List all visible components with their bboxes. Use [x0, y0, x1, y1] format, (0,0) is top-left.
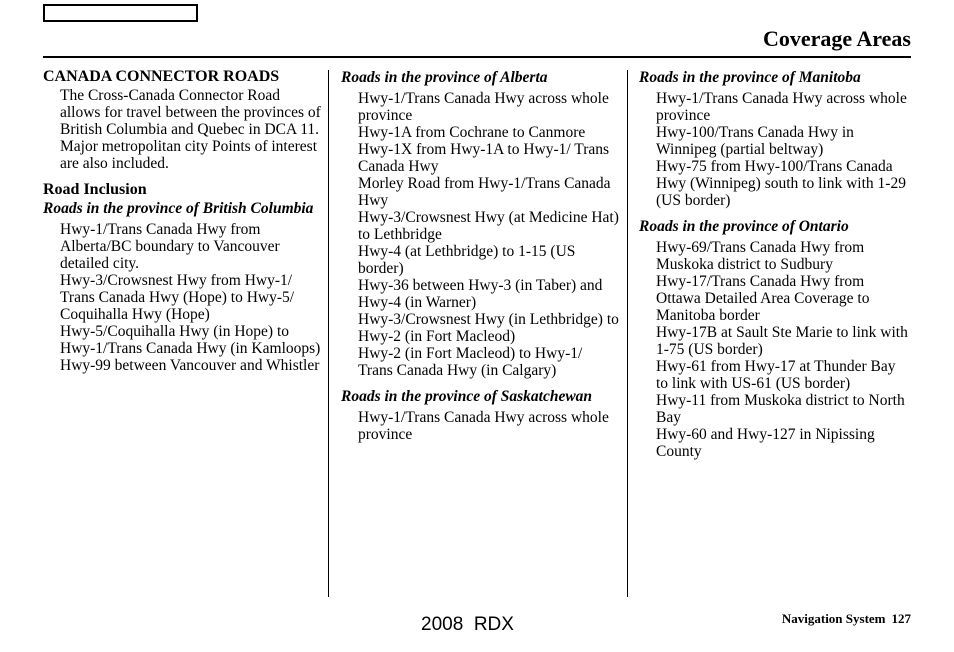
- ontario-list: [639, 239, 909, 460]
- manitoba-list: [639, 90, 909, 209]
- list-item: Hwy-99 between Vancouver and Whistler: [60, 357, 320, 374]
- list-item: Hwy-60 and Hwy-127 in Nipissing County: [656, 426, 875, 460]
- alberta-subheading: Roads in the province of Alberta: [341, 69, 548, 86]
- section-title: CANADA CONNECTOR ROADS: [43, 68, 280, 85]
- list-item: Hwy-36 between Hwy-3 (in Taber) and Hwy-4 (in Warner): [358, 277, 603, 311]
- alberta-list: [341, 90, 619, 379]
- list-item: Hwy-100/Trans Canada Hwy in Winnipeg (partial beltway): [656, 124, 854, 158]
- list-item: Hwy-1/Trans Canada Hwy across whole province: [358, 90, 609, 124]
- list-item: Morley Road from Hwy-1/Trans Canada Hwy: [358, 175, 611, 209]
- page-title: Coverage Areas: [762, 26, 911, 51]
- list-item: Hwy-5/Coquihalla Hwy (in Hope) to Hwy-1/Trans Canada Hwy (in Kamloops): [60, 323, 321, 357]
- footer-nav: [782, 611, 911, 627]
- list-item: Hwy-3/Crowsnest Hwy (in Lethbridge) to Hwy-2 (in Fort Macleod): [358, 311, 619, 345]
- column-3: [639, 68, 909, 460]
- column-divider-2: [627, 70, 628, 597]
- bc-subheading: Roads in the province of British Columbia: [43, 200, 314, 217]
- list-item: Hwy-2 (in Fort Macleod) to Hwy-1/ Trans Canada Hwy (in Calgary): [358, 345, 583, 379]
- list-item: Hwy-17/Trans Canada Hwy from Ottawa Detailed Area Coverage to Manitoba border: [656, 273, 870, 324]
- footer-label: Navigation System: [781, 611, 886, 626]
- list-item: Hwy-17B at Sault Ste Marie to link with 1-75 (US border): [656, 324, 908, 358]
- manitoba-subheading: Roads in the province of Manitoba: [639, 69, 861, 86]
- column-2: [341, 68, 619, 443]
- list-item: Hwy-3/Crowsnest Hwy from Hwy-1/ Trans Canada Hwy (Hope) to Hwy-5/ Coquihalla Hwy (Hope): [60, 272, 295, 323]
- list-item: Hwy-4 (at Lethbridge) to 1-15 (US border): [358, 243, 576, 277]
- intro-paragraph: The Cross-Canada Connector Road allows for travel between the provinces of British Columbia and Quebec in DCA 11. Major metropolitan city Points of interest are also included.: [60, 87, 321, 172]
- title-divider: [43, 56, 911, 58]
- list-item: Hwy-3/Crowsnest Hwy (at Medicine Hat) to Lethbridge: [358, 209, 619, 243]
- ontario-subheading: Roads in the province of Ontario: [639, 218, 849, 235]
- list-item: Hwy-75 from Hwy-100/Trans Canada Hwy (Winnipeg) south to link with 1-29 (US border): [656, 158, 906, 209]
- list-item: Hwy-69/Trans Canada Hwy from Muskoka district to Sudbury: [656, 239, 865, 273]
- column-1: [43, 68, 321, 374]
- page-number: 127: [891, 611, 911, 626]
- saskatchewan-list: [341, 409, 619, 443]
- saskatchewan-subheading: Roads in the province of Saskatchewan: [341, 388, 593, 405]
- header-tab-box: [43, 4, 198, 22]
- bc-list: [43, 221, 321, 374]
- column-divider-1: [328, 70, 329, 597]
- list-item: Hwy-1/Trans Canada Hwy across whole province: [656, 90, 907, 124]
- list-item: Hwy-1/Trans Canada Hwy across whole province: [358, 409, 609, 443]
- model-label: 2008 RDX: [421, 614, 514, 635]
- list-item: Hwy-61 from Hwy-17 at Thunder Bay to link with US-61 (US border): [656, 358, 896, 392]
- list-item: Hwy-1/Trans Canada Hwy from Alberta/BC boundary to Vancouver detailed city.: [60, 221, 280, 272]
- list-item: Hwy-1X from Hwy-1A to Hwy-1/ Trans Canada Hwy: [358, 141, 610, 175]
- list-item: Hwy-1A from Cochrane to Canmore: [358, 124, 586, 141]
- road-inclusion-title: Road Inclusion: [43, 181, 147, 198]
- list-item: Hwy-11 from Muskoka district to North Bay: [656, 392, 905, 426]
